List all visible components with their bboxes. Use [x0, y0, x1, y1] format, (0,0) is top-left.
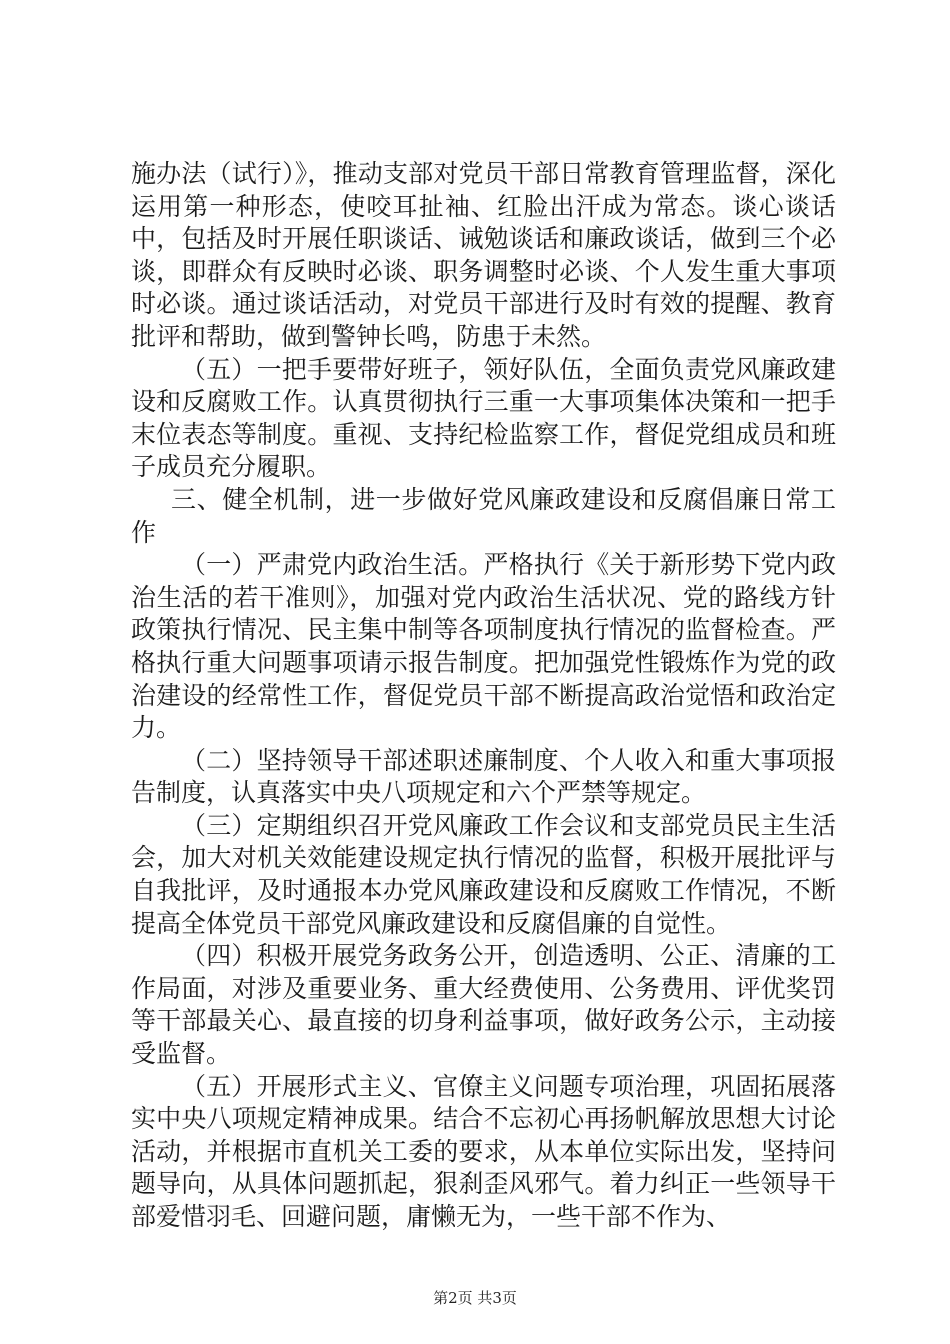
paragraph-item-5: （五）开展形式主义、官僚主义问题专项治理，巩固拓展落实中央八项规定精神成果。结合不忘初心再扬帆解放思想大讨论活动，并根据市直机关工委的要求，从本单位实际出发，坚持问题导向，从具体问题抓起，狠刹歪风邪气。着力纠正一些领导干部爱惜羽毛、回避问题，庸懒无为，一些干部不作为、 — [131, 1071, 836, 1231]
paragraph-item-1: （一）严肃党内政治生活。严格执行《关于新形势下党内政治生活的若干准则》，加强对党内政治生活状况、党的路线方针政策执行情况、民主集中制等各项制度执行情况的监督检查。严格执行重大问题事项请示报告制度。把加强党性锻炼作为党的政治建设的经常性工作，督促党员干部不断提高政治觉悟和政治定力。 — [131, 550, 836, 743]
paragraph-item-5-leader: （五）一把手要带好班子，领好队伍，全面负责党风廉政建设和反腐败工作。认真贯彻执行三重一大事项集体决策和一把手末位表态等制度。重视、支持纪检监察工作，督促党组成员和班子成员充分履职。 — [131, 354, 836, 482]
page-footer: 第2页 共3页 — [433, 1289, 517, 1307]
section-heading-3: 三、健全机制，进一步做好党风廉政建设和反腐倡廉日常工作 — [131, 484, 836, 547]
paragraph-item-2: （二）坚持领导干部述职述廉制度、个人收入和重大事项报告制度，认真落实中央八项规定和六个严禁等规定。 — [131, 745, 836, 808]
paragraph-item-3: （三）定期组织召开党风廉政工作会议和支部党员民主生活会，加大对机关效能建设规定执行情况的监督，积极开展批评与自我批评，及时通报本办党风廉政建设和反腐败工作情况，不断提高全体党员干部党风廉政建设和反腐倡廉的自觉性。 — [131, 810, 836, 938]
paragraph-item-4: （四）积极开展党务政务公开，创造透明、公正、清廉的工作局面，对涉及重要业务、重大经费使用、公务费用、评优奖罚等干部最关心、最直接的切身利益事项，做好政务公示，主动接受监督。 — [131, 941, 836, 1069]
paragraph-continuation: 施办法（试行）》，推动支部对党员干部日常教育管理监督，深化运用第一种形态，使咬耳扯袖、红脸出汗成为常态。谈心谈话中，包括及时开展任职谈话、诫勉谈话和廉政谈话，做到三个必谈，即群众有反映时必谈、职务调整时必谈、个人发生重大事项时必谈。通过谈话活动，对党员干部进行及时有效的提醒、教育批评和帮助，做到警钟长鸣，防患于未然。 — [131, 159, 836, 351]
document-body — [131, 158, 836, 1234]
